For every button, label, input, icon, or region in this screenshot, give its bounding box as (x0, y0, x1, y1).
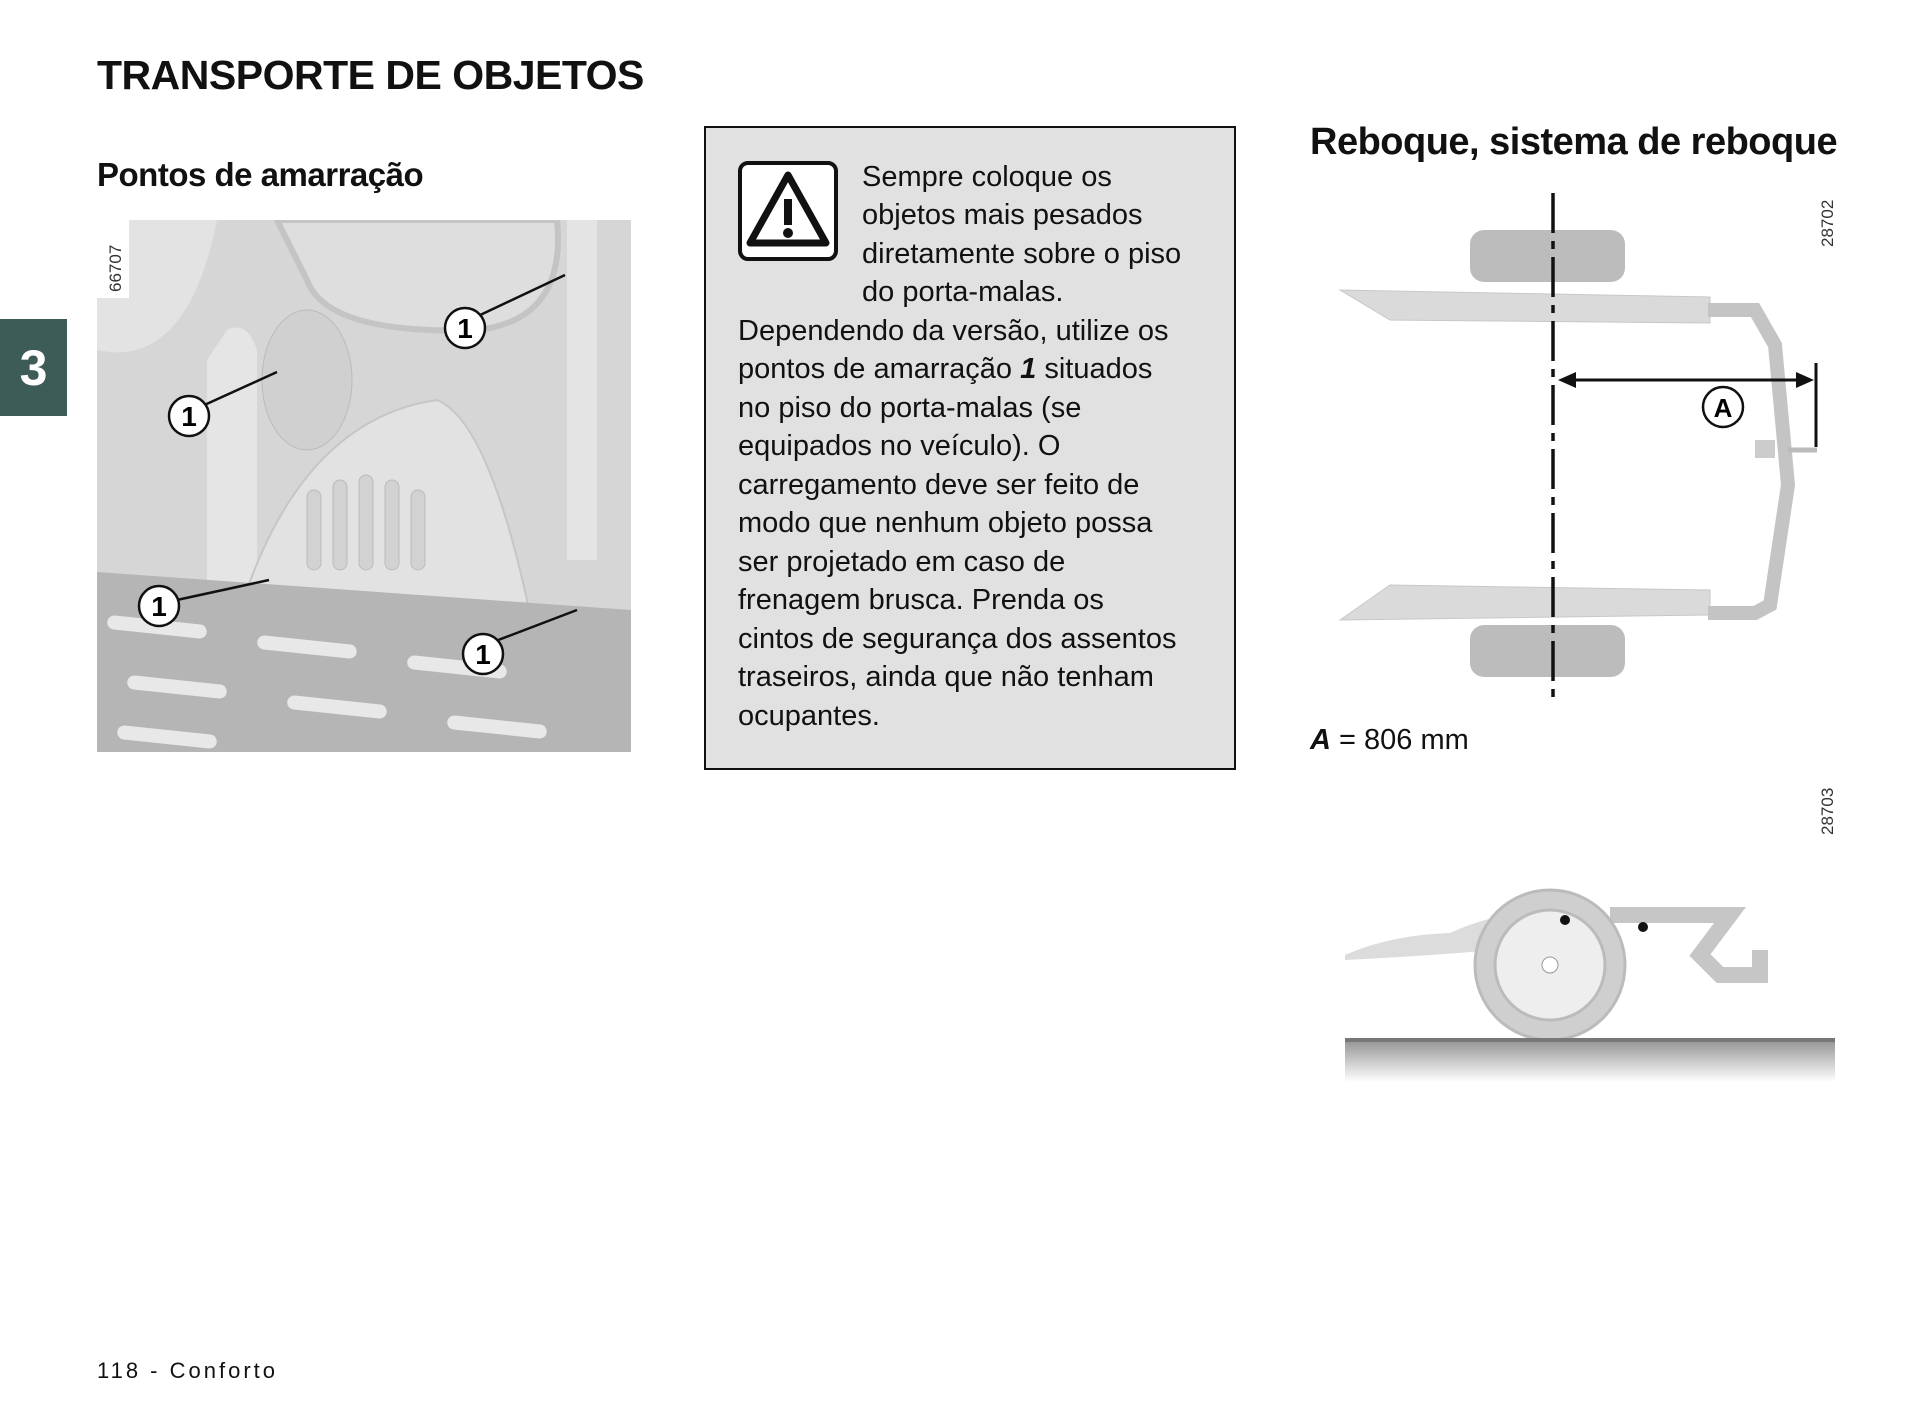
towing-heading: Reboque, sistema de reboque (1310, 121, 1838, 163)
callout-1: 1 (181, 401, 197, 432)
warning-line: objetos mais pesados (862, 199, 1143, 231)
warning-text: situados (1044, 353, 1153, 385)
dimension-label: A (1310, 724, 1331, 756)
warning-line: do porta-malas. (862, 276, 1064, 308)
tow-bar-top-view-diagram (1330, 185, 1850, 710)
dimension-text: = 806 mm (1339, 724, 1469, 756)
warning-line: carregamento deve ser feito de (738, 469, 1140, 501)
tow-bar-side-view-diagram (1330, 775, 1850, 1095)
warning-line: modo que nenhum objeto possa (738, 507, 1153, 539)
warning-line: Dependendo da versão, utilize os (738, 315, 1169, 347)
warning-line (738, 350, 1152, 389)
callout-ref: 1 (1020, 353, 1037, 385)
tie-down-heading: Pontos de amarração (97, 156, 424, 193)
figure-ref-number: 28703 (1818, 787, 1837, 835)
warning-line: ser projetado em caso de (738, 546, 1066, 578)
warning-line: diretamente sobre o piso (862, 238, 1182, 270)
page-footer: 118 - Conforto (97, 1358, 279, 1383)
page-title: TRANSPORTE DE OBJETOS (97, 52, 644, 98)
warning-line: no piso do porta-malas (se (738, 392, 1082, 424)
callout-1: 1 (457, 313, 473, 344)
chapter-tab: 3 (0, 319, 67, 416)
warning-box (704, 126, 1236, 770)
dimension-callout-a: A (1713, 393, 1733, 423)
callout-1: 1 (151, 591, 167, 622)
figure-ref-number: 66707 (106, 244, 125, 292)
warning-text: pontos de amarração (738, 353, 1013, 385)
dimension-value (1310, 724, 1469, 757)
warning-line: Sempre coloque os (862, 161, 1112, 193)
cargo-area-illustration (97, 220, 631, 752)
warning-line: cintos de segurança dos assentos (738, 623, 1177, 655)
warning-line: equipados no veículo). O (738, 430, 1061, 462)
warning-line: traseiros, ainda que não tenham (738, 661, 1154, 693)
warning-line: frenagem brusca. Prenda os (738, 584, 1104, 616)
warning-line: ocupantes. (738, 700, 880, 732)
figure-ref-number: 28702 (1818, 199, 1837, 247)
warning-triangle-icon (738, 161, 838, 261)
callout-1: 1 (475, 639, 491, 670)
